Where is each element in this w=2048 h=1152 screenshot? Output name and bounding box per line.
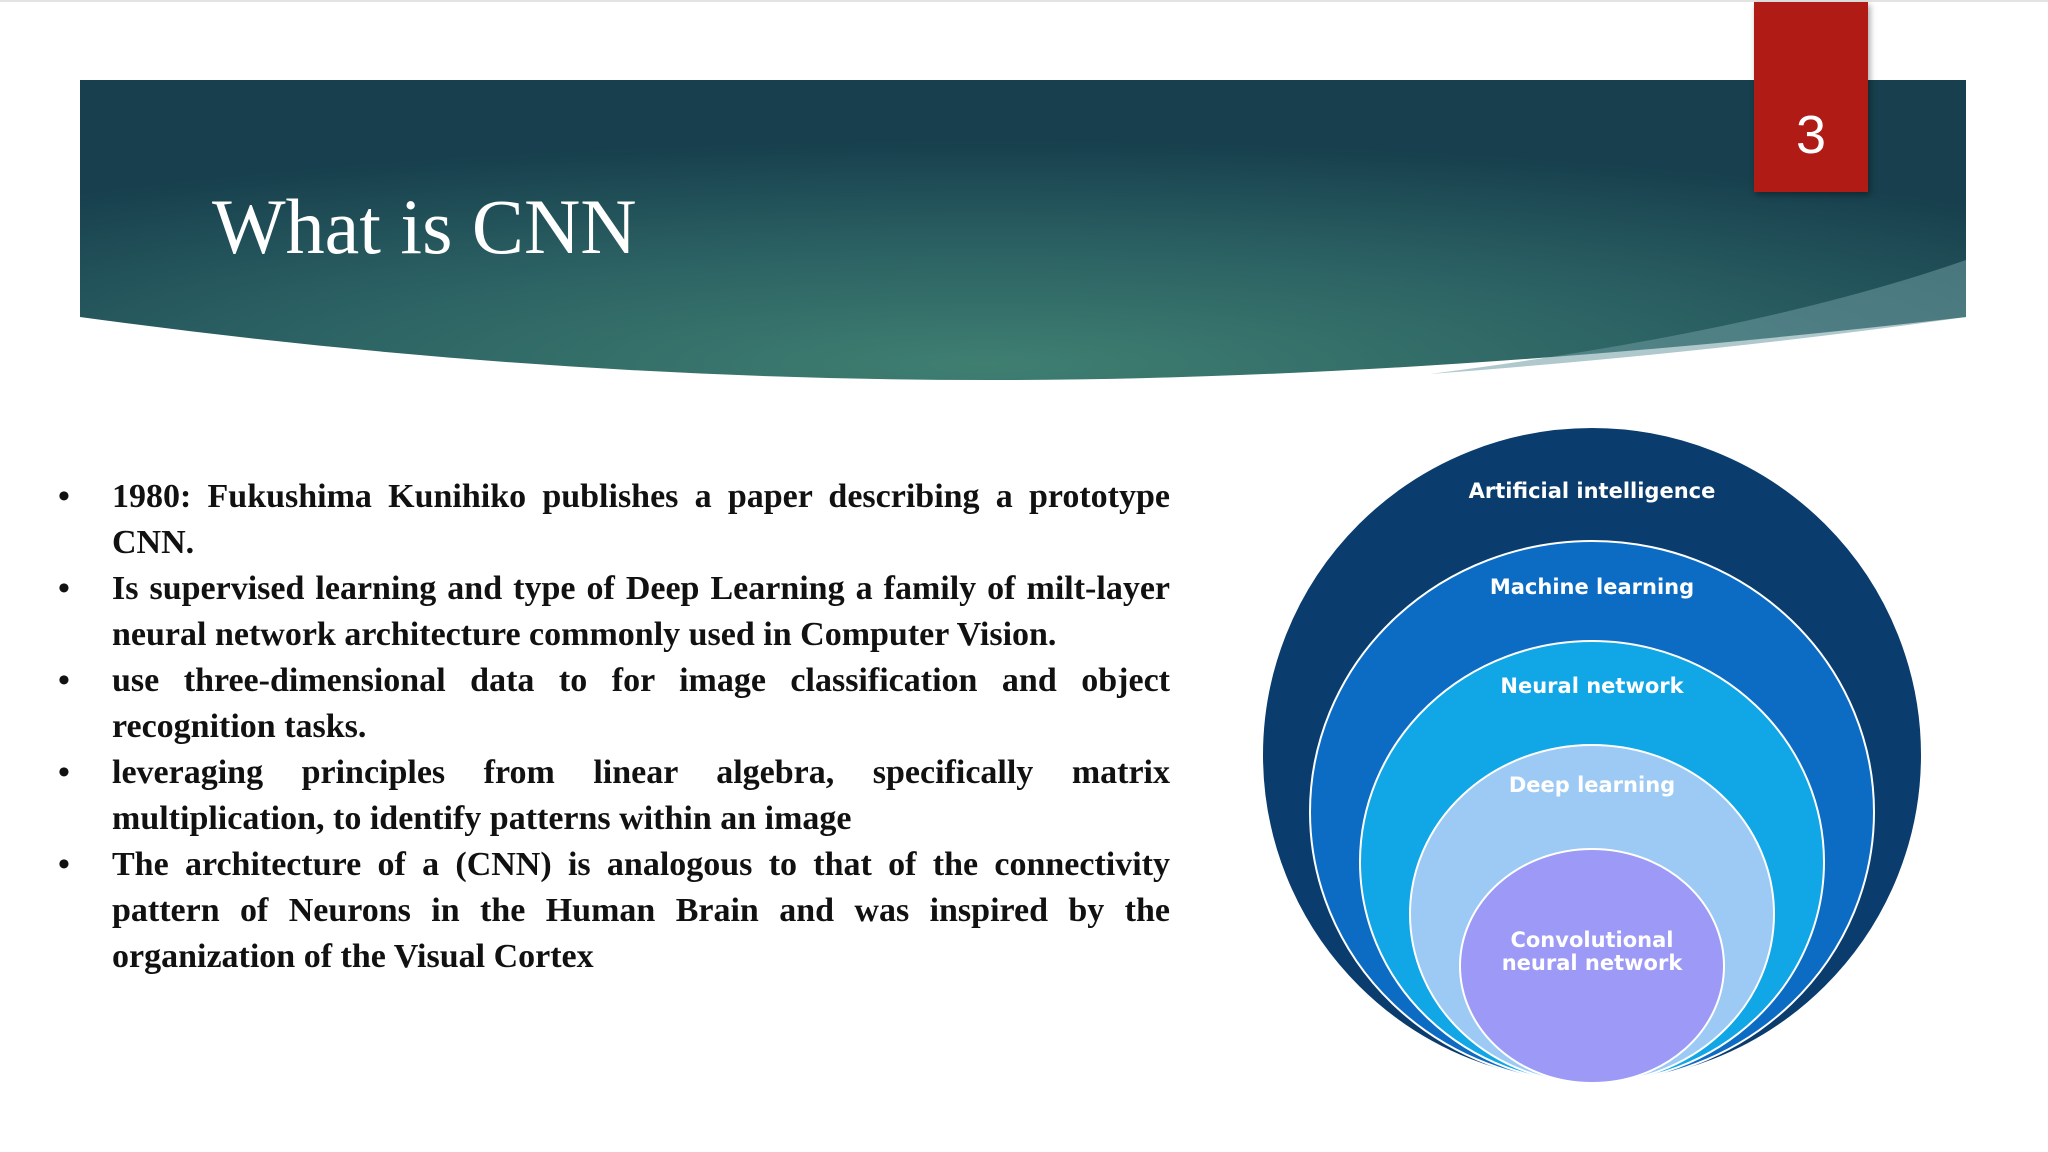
slide-number-badge bbox=[1754, 2, 1868, 192]
bullet-icon: • bbox=[58, 570, 70, 607]
slide-number: 3 bbox=[1795, 105, 1827, 165]
bullet-icon: • bbox=[58, 662, 70, 699]
layer-cnn-label-line1: Convolutional bbox=[1510, 928, 1674, 952]
slide-title: What is CNN bbox=[212, 183, 637, 270]
layer-ai-label: Artificial intelligence bbox=[1468, 479, 1716, 503]
bullet-text: The architecture of a (CNN) is analogous to that of the connectivity pattern of Neurons in the Human Brain and was inspired by the organization of the Visual Cortex bbox=[112, 846, 1170, 975]
layer-dl-label: Deep learning bbox=[1508, 773, 1676, 797]
bullet-item bbox=[58, 842, 1170, 980]
bullet-icon: • bbox=[58, 846, 70, 883]
bullet-text: 1980: Fukushima Kunihiko publishes a paper describing a prototype CNN. bbox=[112, 478, 1170, 561]
bullet-text: Is supervised learning and type of Deep Learning a family of milt-layer neural network architecture commonly used in Computer Vision. bbox=[112, 570, 1170, 653]
bullet-item bbox=[58, 474, 1170, 566]
bullet-text: leveraging principles from linear algebra, specifically matrix multiplication, to identify patterns within an image bbox=[112, 754, 1170, 837]
ai-hierarchy-diagram bbox=[1260, 420, 1924, 1086]
bullet-icon: • bbox=[58, 478, 70, 515]
layer-nn-label: Neural network bbox=[1500, 674, 1684, 698]
bullet-item bbox=[58, 566, 1170, 658]
bullet-item bbox=[58, 750, 1170, 842]
layer-ml-label: Machine learning bbox=[1489, 575, 1695, 599]
bullet-list bbox=[58, 474, 1170, 980]
bullet-icon: • bbox=[58, 754, 70, 791]
bullet-text: use three-dimensional data to for image classification and object recognition tasks. bbox=[112, 662, 1170, 745]
bullet-item bbox=[58, 658, 1170, 750]
layer-cnn-label-line2: neural network bbox=[1501, 951, 1683, 975]
